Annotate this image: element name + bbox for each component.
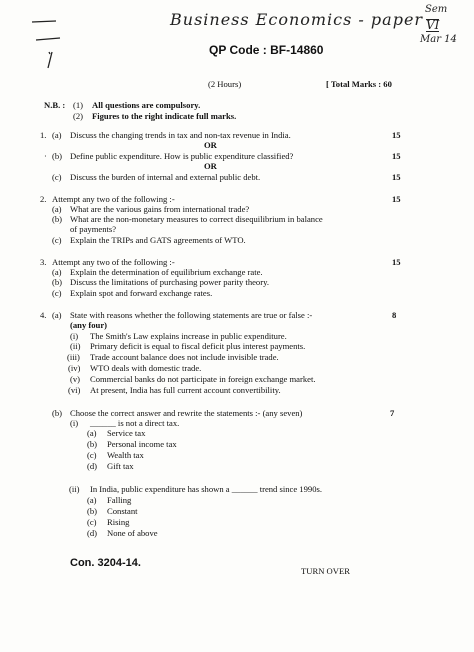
q4b-ii-text: In India, public expenditure has shown a ______ trend since 1990s.: [90, 484, 322, 494]
q1c-label: (c): [52, 172, 62, 182]
q3b-label: (b): [52, 277, 63, 287]
con-code: Con. 3204-14.: [70, 557, 141, 569]
q4b-ii-option-text: Rising: [107, 517, 130, 527]
handwritten-sem: Sem: [425, 4, 448, 15]
bullet-mark: ·: [44, 151, 47, 161]
q4b-i-option-text: Personal income tax: [107, 439, 177, 449]
q4a-stem: State with reasons whether the following statements are true or false :-: [70, 310, 313, 320]
q2b-text-cont: of payments?: [70, 224, 117, 234]
q3c-label: (c): [52, 288, 62, 298]
q4a-item-number: (v): [70, 374, 81, 384]
q2a-text: What are the various gains from international trade?: [70, 204, 250, 214]
q4b-stem: Choose the correct answer and rewrite the statements :- (any seven): [70, 408, 303, 418]
q4a-item-number: (ii): [70, 341, 81, 351]
q4b-ii-option-label: (b): [87, 506, 98, 516]
note-1-number: (1): [73, 100, 84, 110]
q4a-item-text: At present, India has full current account convertibility.: [90, 385, 281, 395]
q1-number: 1.: [40, 130, 47, 140]
pen-mark-icon: [30, 12, 70, 72]
q3a-label: (a): [52, 267, 62, 277]
q4b-marks: 7: [390, 408, 395, 418]
handwritten-title: Business Economics - paper: [170, 10, 424, 29]
total-marks: [ Total Marks : 60: [326, 79, 392, 89]
q4a-item-text: Primary deficit is equal to fiscal deficit plus interest payments.: [90, 341, 306, 351]
q2-number: 2.: [40, 194, 47, 204]
q4b-ii-option-text: Constant: [107, 506, 138, 516]
q4a-label: (a): [52, 310, 62, 320]
q1b-text: Define public expenditure. How is public expenditure classified?: [70, 151, 294, 161]
q1c-marks: 15: [392, 172, 401, 182]
q1c-text: Discuss the burden of internal and external public debt.: [70, 172, 261, 182]
q3a-text: Explain the determination of equilibrium exchange rate.: [70, 267, 263, 277]
q4a-item-number: (iii): [67, 352, 80, 362]
q2c-text: Explain the TRIPs and GATS agreements of WTO.: [70, 235, 246, 245]
q4b-label: (b): [52, 408, 63, 418]
q4b-i-option-label: (b): [87, 439, 98, 449]
q4a-item-number: (vi): [68, 385, 81, 395]
q4b-ii-number: (ii): [69, 484, 80, 494]
q3-marks: 15: [392, 257, 401, 267]
q4-number: 4.: [40, 310, 47, 320]
q4b-i-number: (i): [70, 418, 79, 428]
q1a-marks: 15: [392, 130, 401, 140]
handwritten-paper-number: VI: [426, 18, 440, 32]
q4a-item-number: (iv): [68, 363, 81, 373]
handwritten-date: Mar 14: [420, 34, 457, 45]
q4b-ii-option-label: (a): [87, 495, 97, 505]
q2-marks: 15: [392, 194, 401, 204]
q4b-ii-option-text: Falling: [107, 495, 132, 505]
q4b-i-option-label: (a): [87, 428, 97, 438]
note-2-text: Figures to the right indicate full marks.: [92, 111, 237, 121]
q1b-marks: 15: [392, 151, 401, 161]
q4b-ii-option-label: (d): [87, 528, 98, 538]
q2b-text: What are the non-monetary measures to correct disequilibrium in balance: [70, 214, 323, 224]
q4b-i-option-text: Service tax: [107, 428, 146, 438]
q4b-i-option-text: Gift tax: [107, 461, 134, 471]
notes-label: N.B. :: [44, 100, 66, 110]
q4a-item-text: The Smith's Law explains increase in public expenditure.: [90, 331, 287, 341]
note-2-number: (2): [73, 111, 84, 121]
q3-number: 3.: [40, 257, 47, 267]
q3-stem: Attempt any two of the following :-: [52, 257, 175, 267]
q1a-text: Discuss the changing trends in tax and non-tax revenue in India.: [70, 130, 291, 140]
q4a-marks: 8: [392, 310, 397, 320]
q4b-i-option-label: (d): [87, 461, 98, 471]
q1a-label: (a): [52, 130, 62, 140]
q4a-stem-cont: (any four): [70, 320, 107, 330]
q3c-text: Explain spot and forward exchange rates.: [70, 288, 213, 298]
q4a-item-text: WTO deals with domestic trade.: [90, 363, 202, 373]
q4b-i-option-text: Wealth tax: [107, 450, 144, 460]
q4b-ii-option-label: (c): [87, 517, 97, 527]
q1-or-2: OR: [204, 161, 217, 171]
qp-code: QP Code : BF-14860: [209, 43, 324, 57]
exam-duration: (2 Hours): [208, 79, 242, 89]
q4b-i-text: ______ is not a direct tax.: [90, 418, 180, 428]
turn-over: TURN OVER: [301, 566, 350, 576]
q1b-label: (b): [52, 151, 63, 161]
q4a-item-number: (i): [70, 331, 79, 341]
q4a-item-text: Commercial banks do not participate in foreign exchange market.: [90, 374, 316, 384]
q2a-label: (a): [52, 204, 62, 214]
q2c-label: (c): [52, 235, 62, 245]
q4b-i-option-label: (c): [87, 450, 97, 460]
q4b-ii-option-text: None of above: [107, 528, 158, 538]
q2-stem: Attempt any two of the following :-: [52, 194, 175, 204]
q1-or-1: OR: [204, 140, 217, 150]
q3b-text: Discuss the limitations of purchasing power parity theory.: [70, 277, 269, 287]
note-1-text: All questions are compulsory.: [92, 100, 201, 110]
q2b-label: (b): [52, 214, 63, 224]
q4a-item-text: Trade account balance does not include invisible trade.: [90, 352, 279, 362]
